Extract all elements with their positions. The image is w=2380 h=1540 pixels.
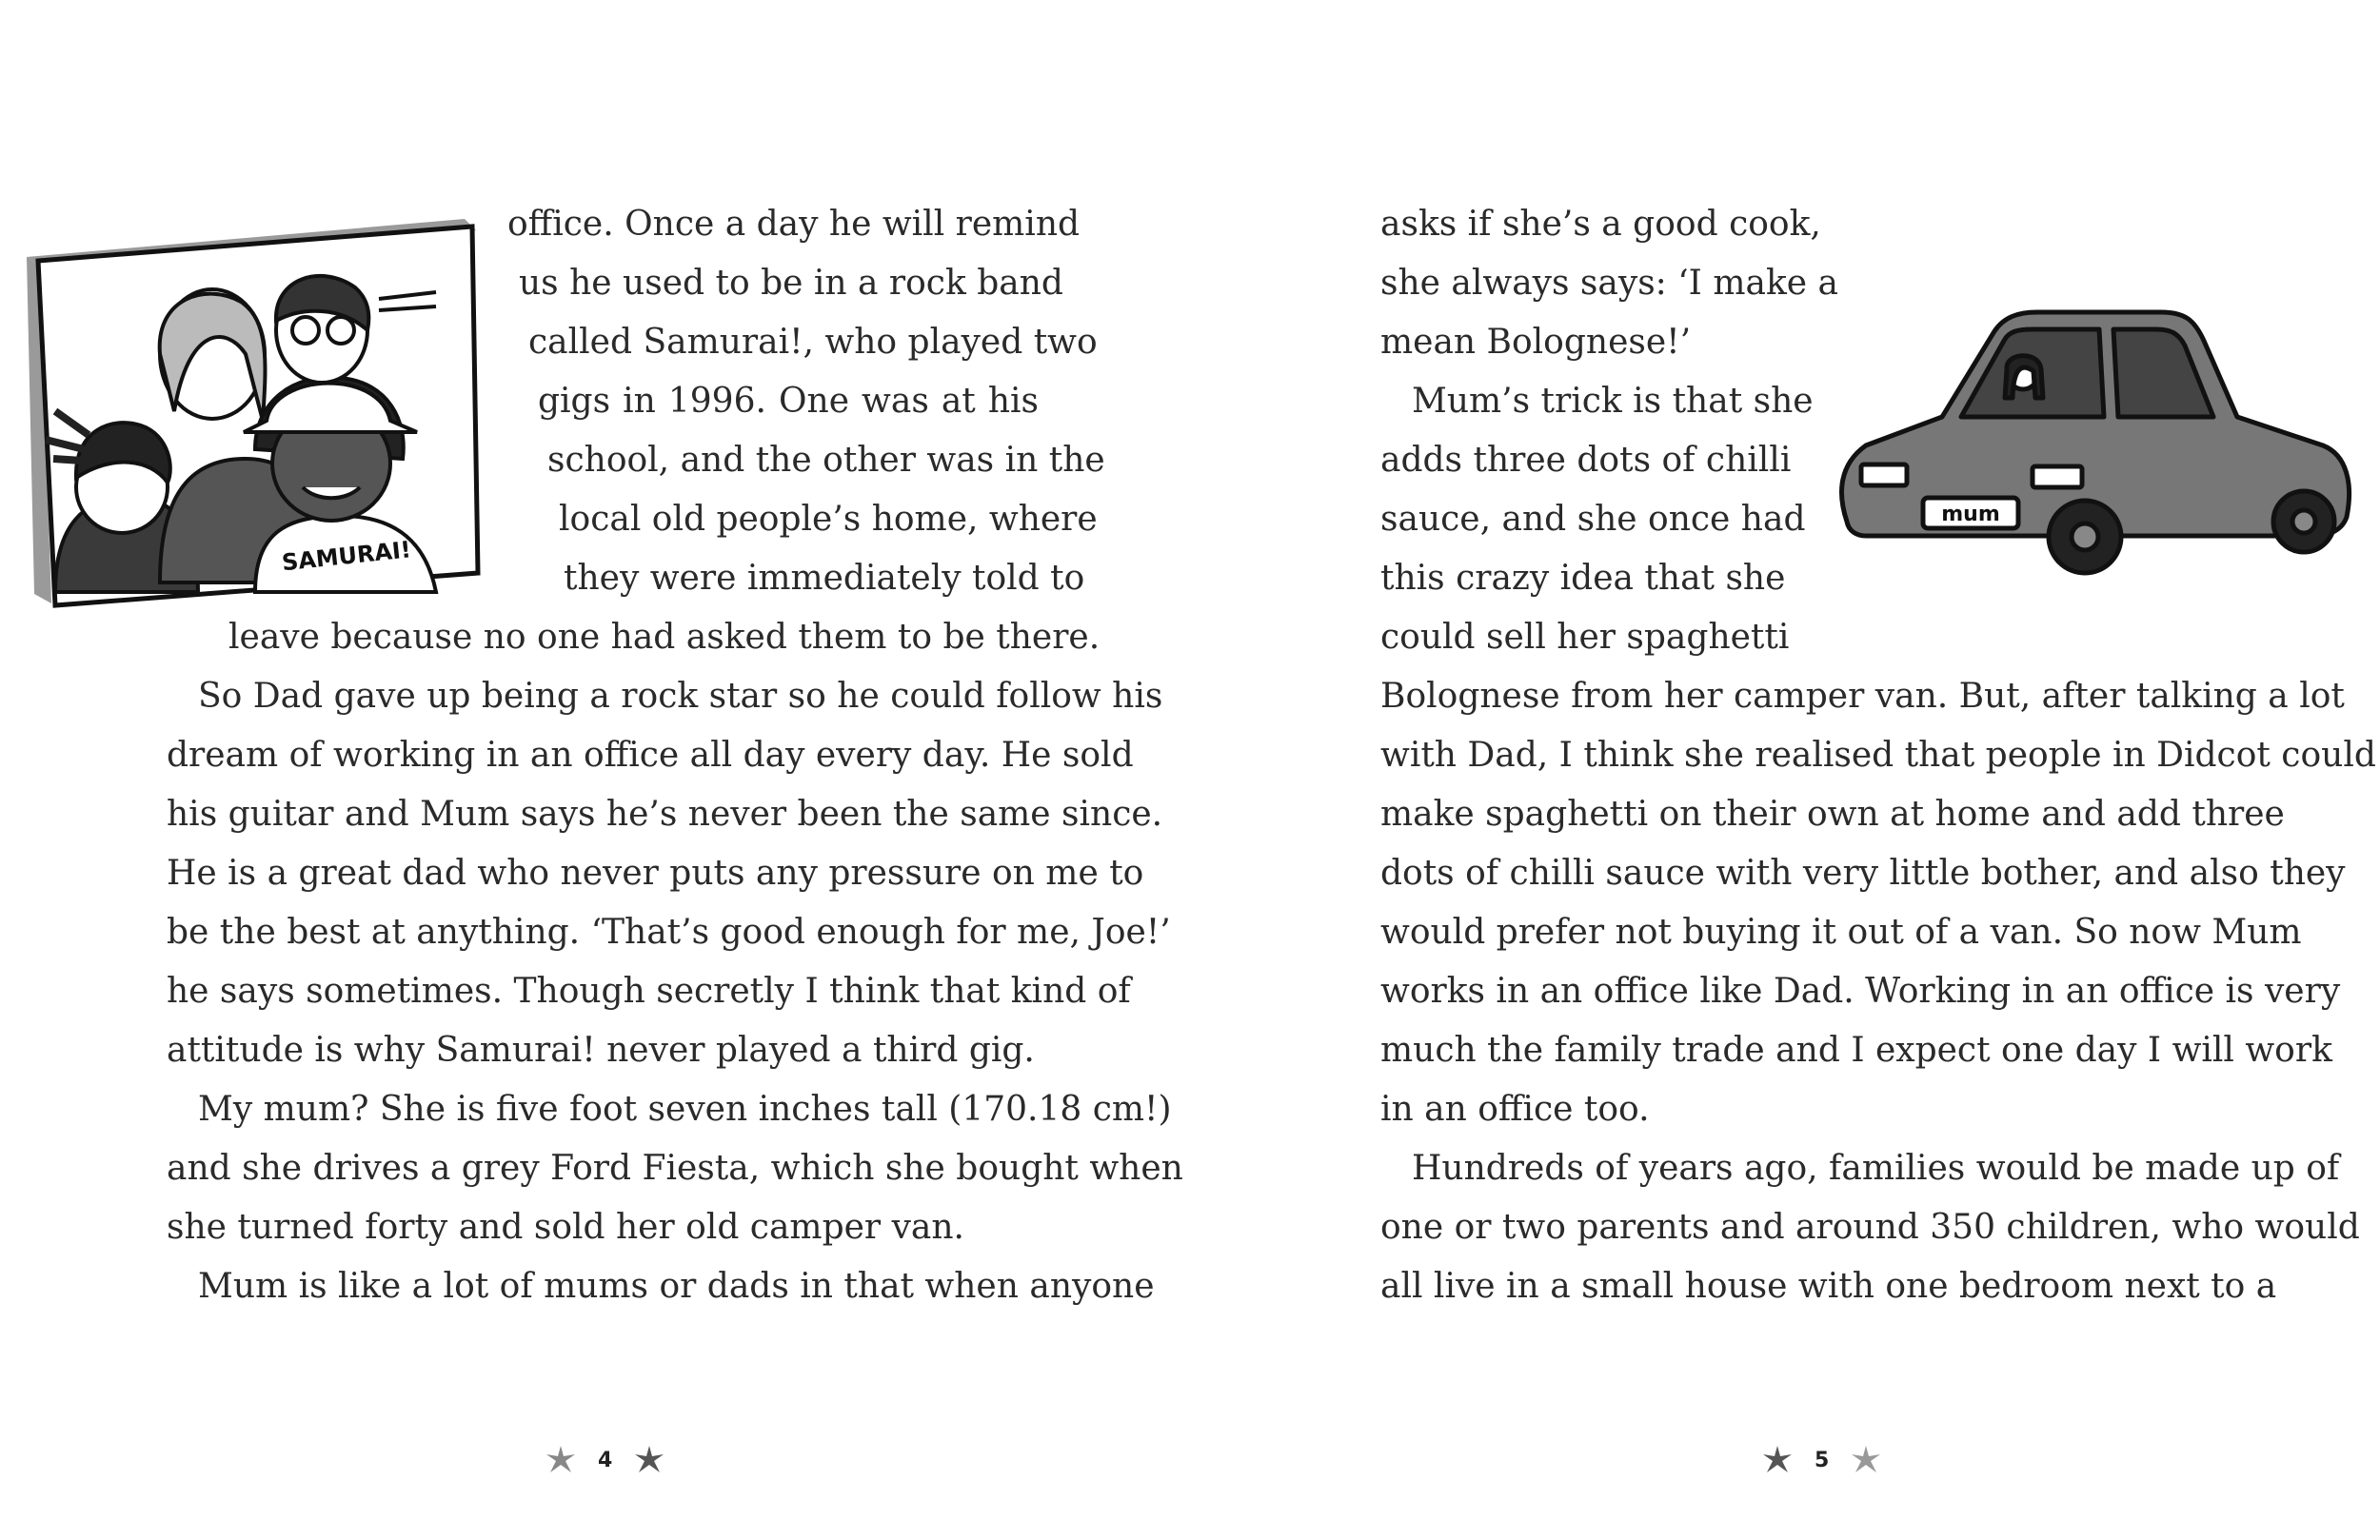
plate-text: mum: [1941, 503, 2000, 526]
text-line: and she drives a grey Ford Fiesta, which she bought when: [167, 1149, 1183, 1188]
text-line: school, and the other was in the: [547, 441, 1105, 480]
car-illustration: [1828, 303, 2361, 588]
text-line: Mum’s trick is that she: [1412, 382, 1814, 421]
text-line: sauce, and she once had: [1380, 500, 1806, 539]
text-line: be the best at anything. ‘That’s good enough for me, Joe!’: [167, 913, 1171, 952]
text-line: leave because no one had asked them to be there.: [228, 618, 1101, 657]
text-line: in an office too.: [1380, 1090, 1650, 1129]
page-number-right: [1761, 1441, 1882, 1479]
text-line: us he used to be in a rock band: [519, 264, 1063, 303]
band-photo-illustration: [17, 211, 482, 611]
band-tshirt-text: SAMURAI!: [280, 536, 413, 577]
text-line: one or two parents and around 350 children, who would: [1380, 1208, 2360, 1247]
text-line: Bolognese from her camper van. But, after talking a lot: [1380, 677, 2345, 716]
text-line: attitude is why Samurai! never played a third gig.: [167, 1031, 1035, 1070]
text-line: dream of working in an office all day every day. He sold: [167, 736, 1134, 775]
text-line: works in an office like Dad. Working in an office is very: [1380, 972, 2341, 1011]
star-icon: [1850, 1444, 1882, 1476]
text-line: they were immediately told to: [564, 559, 1085, 598]
text-line: called Samurai!, who played two: [528, 323, 1098, 362]
star-icon: [633, 1444, 665, 1476]
text-line: office. Once a day he will remind: [507, 205, 1081, 244]
text-line: local old people’s home, where: [559, 500, 1098, 539]
page-number-left: [545, 1441, 665, 1479]
text-line: gigs in 1996. One was at his: [538, 382, 1039, 421]
text-line: much the family trade and I expect one day I will work: [1380, 1031, 2332, 1070]
text-line: dots of chilli sauce with very little bother, and also they: [1380, 854, 2346, 893]
text-line: So Dad gave up being a rock star so he could follow his: [198, 677, 1163, 716]
text-line: with Dad, I think she realised that people in Didcot could: [1380, 736, 2376, 775]
text-line: asks if she’s a good cook,: [1380, 205, 1821, 244]
text-line: he says sometimes. Though secretly I think that kind of: [167, 972, 1131, 1011]
text-line: adds three dots of chilli: [1380, 441, 1792, 480]
text-line: could sell her spaghetti: [1380, 618, 1790, 657]
star-icon: [1761, 1444, 1794, 1476]
page-number: 5: [1815, 1448, 1830, 1472]
text-line: she always says: ‘I make a: [1380, 264, 1838, 303]
text-line: He is a great dad who never puts any pressure on me to: [167, 854, 1144, 893]
page-number: 4: [598, 1448, 613, 1472]
text-line: she turned forty and sold her old camper van.: [167, 1208, 965, 1247]
text-line: would prefer not buying it out of a van. So now Mum: [1380, 913, 2302, 952]
text-line: this crazy idea that she: [1380, 559, 1786, 598]
text-line: My mum? She is five foot seven inches tall (170.18 cm!): [198, 1090, 1172, 1129]
text-line: all live in a small house with one bedroom next to a: [1380, 1267, 2277, 1306]
text-line: his guitar and Mum says he’s never been the same since.: [167, 795, 1163, 834]
text-line: make spaghetti on their own at home and add three: [1380, 795, 2285, 834]
text-line: Hundreds of years ago, families would be made up of: [1412, 1149, 2340, 1188]
star-icon: [545, 1444, 577, 1476]
text-line: mean Bolognese!’: [1380, 323, 1692, 362]
text-line: Mum is like a lot of mums or dads in that when anyone: [198, 1267, 1155, 1306]
